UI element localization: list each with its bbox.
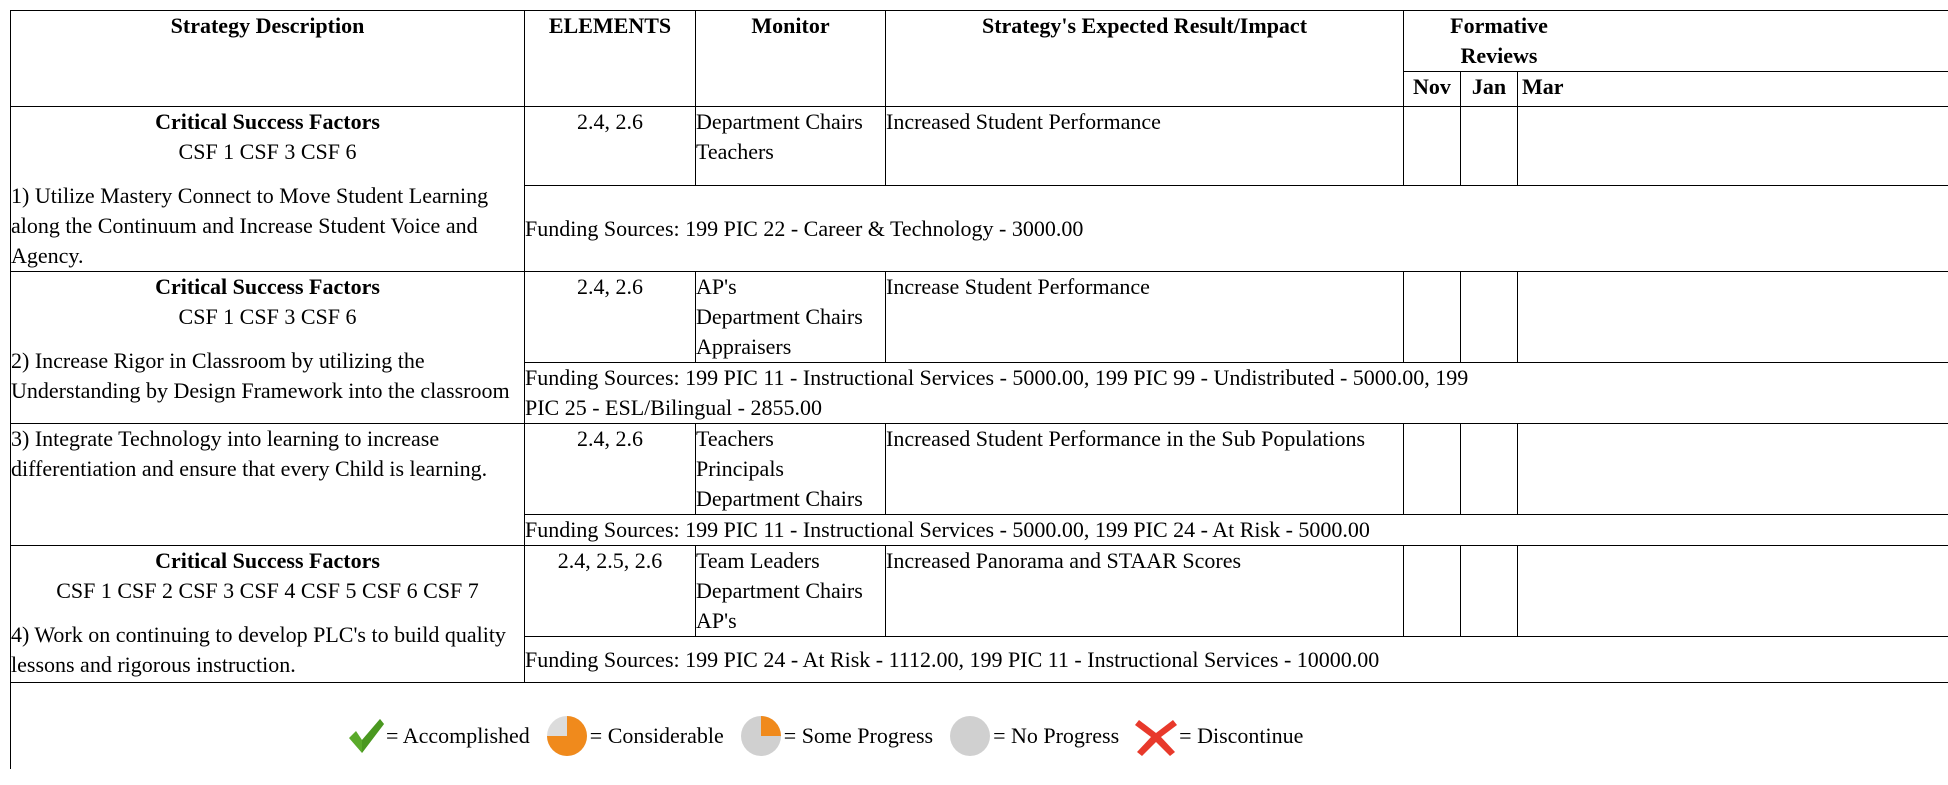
- csf-list: CSF 1 CSF 3 CSF 6: [178, 304, 357, 329]
- pie-three-quarter-icon: [544, 713, 590, 759]
- header-month-nov: Nov: [1404, 72, 1461, 107]
- table-row: [11, 107, 1948, 186]
- header-formative-reviews: [1404, 11, 1948, 72]
- review-cell-jan: [1461, 546, 1518, 637]
- header-expected-impact: Strategy's Expected Result/Impact: [886, 11, 1404, 107]
- funding-sources: Funding Sources: 199 PIC 11 - Instructional Services - 5000.00, 199 PIC 24 - At Risk - 5000.00: [525, 515, 1948, 546]
- monitor-cell: [696, 424, 886, 515]
- review-cell-nov: [1404, 107, 1461, 186]
- legend-accomplished: [346, 716, 530, 756]
- monitor-name: Teachers: [696, 139, 774, 164]
- review-cell-jan: [1461, 107, 1518, 186]
- table-row: [11, 546, 1948, 637]
- monitor-cell: [696, 107, 886, 186]
- strategy-text: 3) Integrate Technology into learning to increase differentiation and ensure that every Child is learning.: [11, 426, 488, 481]
- monitor-name: Department Chairs: [696, 578, 863, 603]
- monitor-name: AP's: [696, 608, 737, 633]
- legend-no-progress: [947, 713, 1119, 759]
- strategy-cell: [11, 272, 525, 424]
- legend-label-no-progress: = No Progress: [993, 722, 1120, 748]
- monitor-name: Teachers: [696, 426, 774, 451]
- empty-circle-icon: [947, 713, 993, 759]
- monitor-name: Team Leaders: [696, 548, 820, 573]
- impact-cell: Increased Student Performance in the Sub Populations: [886, 424, 1404, 515]
- table-row: [11, 272, 1948, 363]
- csf-list: CSF 1 CSF 3 CSF 6: [178, 139, 357, 164]
- review-cell-jan: [1461, 424, 1518, 515]
- review-cell-nov: [1404, 424, 1461, 515]
- header-month-jan: Jan: [1461, 72, 1518, 107]
- strategy-table-frame: [10, 10, 1948, 769]
- monitor-name: Appraisers: [696, 334, 792, 359]
- review-cell-mar: [1518, 546, 1948, 637]
- strategy-text: 1) Utilize Mastery Connect to Move Student Learning along the Continuum and Increase Student Voice and Agency.: [11, 183, 489, 268]
- funding-sources: [525, 363, 1948, 424]
- strategy-text: 2) Increase Rigor in Classroom by utilizing the Understanding by Design Framework into the classroom: [11, 348, 510, 403]
- header-month-mar: Mar: [1518, 72, 1948, 107]
- header-elements: ELEMENTS: [525, 11, 696, 107]
- monitor-name: Department Chairs: [696, 486, 863, 511]
- elements-cell: 2.4, 2.6: [525, 424, 696, 515]
- review-cell-jan: [1461, 272, 1518, 363]
- strategy-cell: [11, 424, 525, 546]
- formative-reviews-label: Formative Reviews: [1450, 13, 1548, 68]
- review-cell-mar: [1518, 272, 1948, 363]
- strategy-table: [10, 10, 1948, 769]
- elements-cell: 2.4, 2.5, 2.6: [525, 546, 696, 637]
- strategy-text: 4) Work on continuing to develop PLC's to build quality lessons and rigorous instruction.: [11, 622, 506, 677]
- monitor-name: Department Chairs: [696, 109, 863, 134]
- funding-sources: Funding Sources: 199 PIC 22 - Career & Technology - 3000.00: [525, 186, 1948, 272]
- legend-label-accomplished: = Accomplished: [386, 722, 530, 748]
- csf-list: CSF 1 CSF 2 CSF 3 CSF 4 CSF 5 CSF 6 CSF 7: [56, 578, 479, 603]
- legend-label-discontinue: = Discontinue: [1179, 722, 1304, 748]
- monitor-cell: [696, 272, 886, 363]
- impact-cell: Increase Student Performance: [886, 272, 1404, 363]
- pie-quarter-icon: [738, 713, 784, 759]
- funding-sources: Funding Sources: 199 PIC 24 - At Risk - 1112.00, 199 PIC 11 - Instructional Services - 10000.00: [525, 637, 1948, 683]
- legend-row: [11, 683, 1948, 770]
- legend-label-considerable: = Considerable: [589, 722, 724, 748]
- legend-cell: [11, 683, 1948, 770]
- review-cell-nov: [1404, 546, 1461, 637]
- funding-sources-text: Funding Sources: 199 PIC 11 - Instructional Services - 5000.00, 199 PIC 99 - Undistributed - 5000.00, 199 PIC 25 - ESL/Bilingual - 2855.00: [525, 365, 1469, 420]
- review-cell-nov: [1404, 272, 1461, 363]
- table-row: [11, 424, 1948, 515]
- red-x-icon: [1133, 716, 1179, 756]
- elements-cell: 2.4, 2.6: [525, 272, 696, 363]
- strategy-cell: [11, 546, 525, 683]
- monitor-name: Principals: [696, 456, 784, 481]
- header-monitor: Monitor: [696, 11, 886, 107]
- legend-discontinue: [1133, 716, 1303, 756]
- checkmark-icon: [346, 716, 386, 756]
- header-strategy-description: Strategy Description: [11, 11, 525, 107]
- legend-considerable: [544, 713, 724, 759]
- elements-cell: 2.4, 2.6: [525, 107, 696, 186]
- monitor-cell: [696, 546, 886, 637]
- impact-cell: Increased Student Performance: [886, 107, 1404, 186]
- monitor-name: AP's: [696, 274, 737, 299]
- legend-some-progress: [738, 713, 933, 759]
- csf-title: Critical Success Factors: [155, 109, 380, 134]
- review-cell-mar: [1518, 107, 1948, 186]
- csf-title: Critical Success Factors: [155, 274, 380, 299]
- legend-label-some-progress: = Some Progress: [783, 722, 934, 748]
- review-cell-mar: [1518, 424, 1948, 515]
- impact-cell: Increased Panorama and STAAR Scores: [886, 546, 1404, 637]
- progress-legend: [346, 689, 1313, 759]
- monitor-name: Department Chairs: [696, 304, 863, 329]
- csf-title: Critical Success Factors: [155, 548, 380, 573]
- strategy-cell: [11, 107, 525, 272]
